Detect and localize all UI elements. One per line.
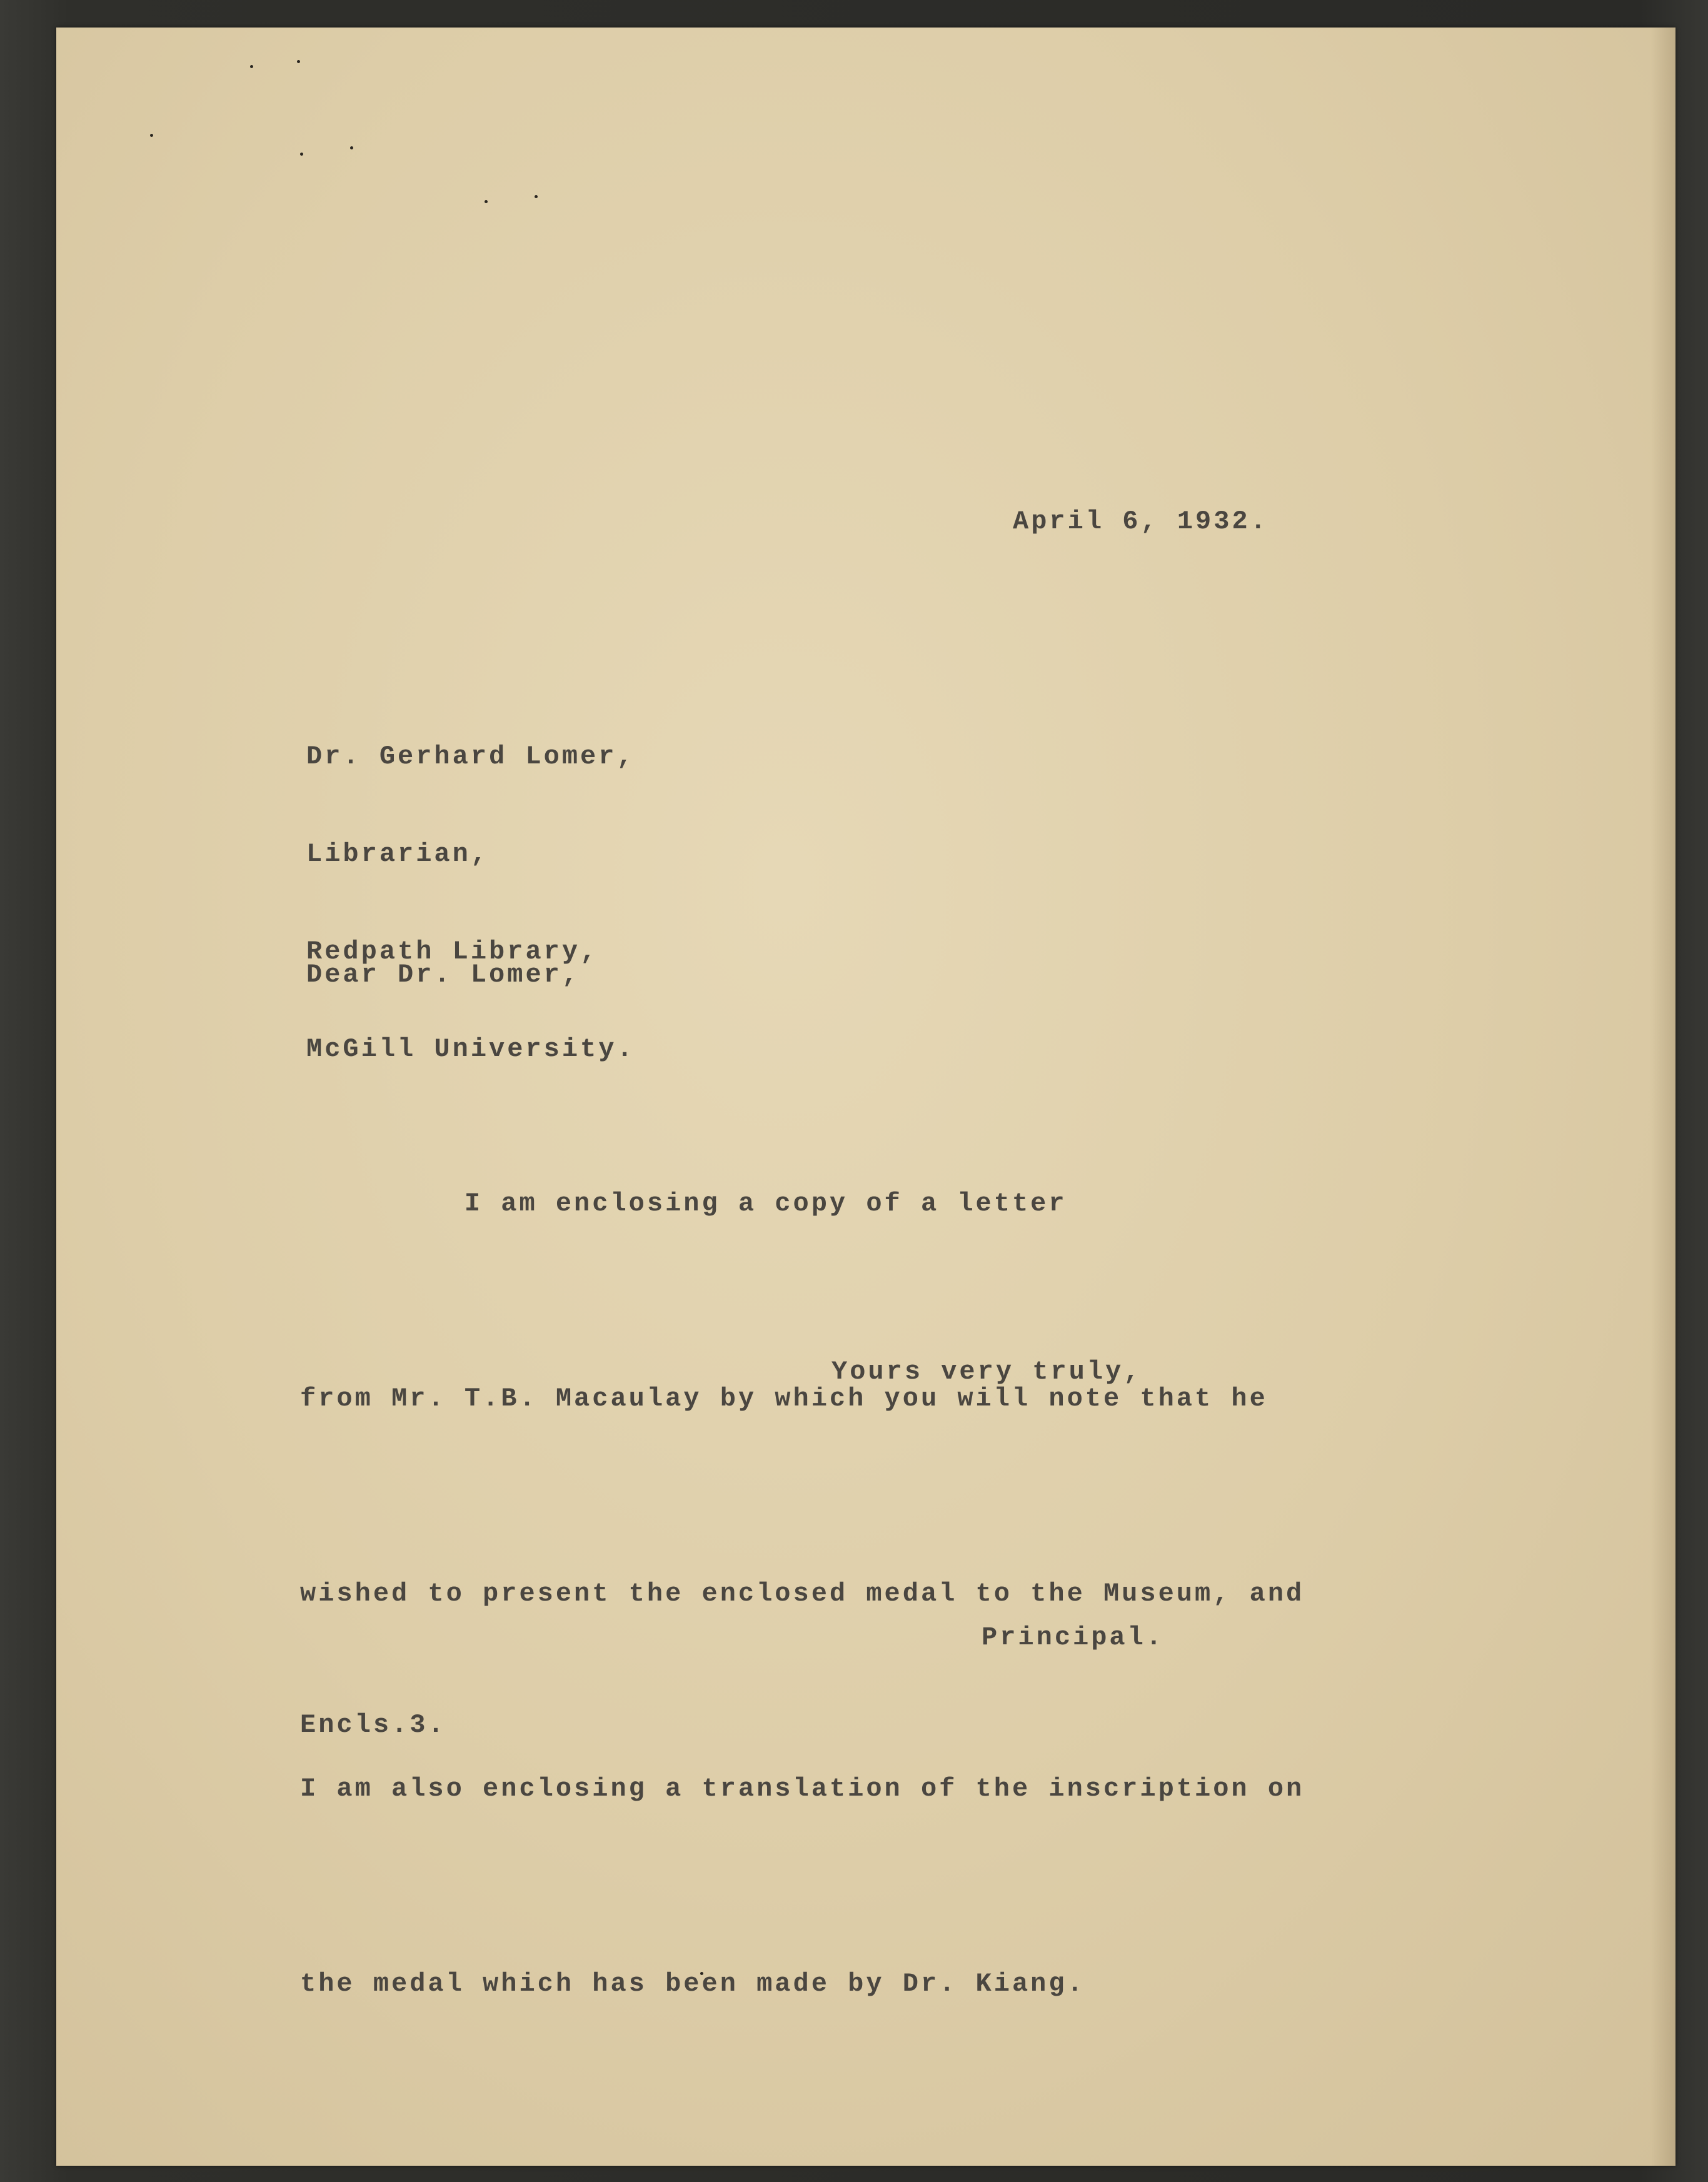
paper-speck <box>250 65 253 68</box>
complimentary-close: Yours very truly, <box>831 1357 1142 1387</box>
salutation: Dear Dr. Lomer, <box>306 960 581 990</box>
letter-date: April 6, 1932. <box>1013 506 1268 536</box>
recipient-university-line: McGill University. <box>306 1034 635 1064</box>
recipient-address <box>306 675 635 1098</box>
signature-title: Principal. <box>982 1622 1165 1652</box>
body-line: I am also enclosing a translation of the inscription on <box>300 1774 1305 1804</box>
letter-body <box>300 1041 1304 2081</box>
paper-speck <box>535 195 538 198</box>
paper-speck <box>300 153 303 156</box>
recipient-library-line: Redpath Library, <box>306 937 599 967</box>
recipient-title-line: Librarian, <box>306 839 490 869</box>
paper-speck <box>485 200 488 203</box>
recipient-name-line: Dr. Gerhard Lomer, <box>306 742 635 772</box>
body-line: I am enclosing a copy of a letter <box>300 1189 1067 1219</box>
paper-speck <box>350 146 353 149</box>
body-line: wished to present the enclosed medal to the Museum, and <box>300 1579 1305 1609</box>
paper-speck <box>150 134 153 137</box>
paper-speck <box>297 60 300 63</box>
body-line: the medal which has been made by Dr. Kiang. <box>300 1969 1085 1999</box>
enclosures-note: Encls.3. <box>300 1710 446 1740</box>
body-line: from Mr. T.B. Macaulay by which you will note that he <box>300 1384 1268 1414</box>
